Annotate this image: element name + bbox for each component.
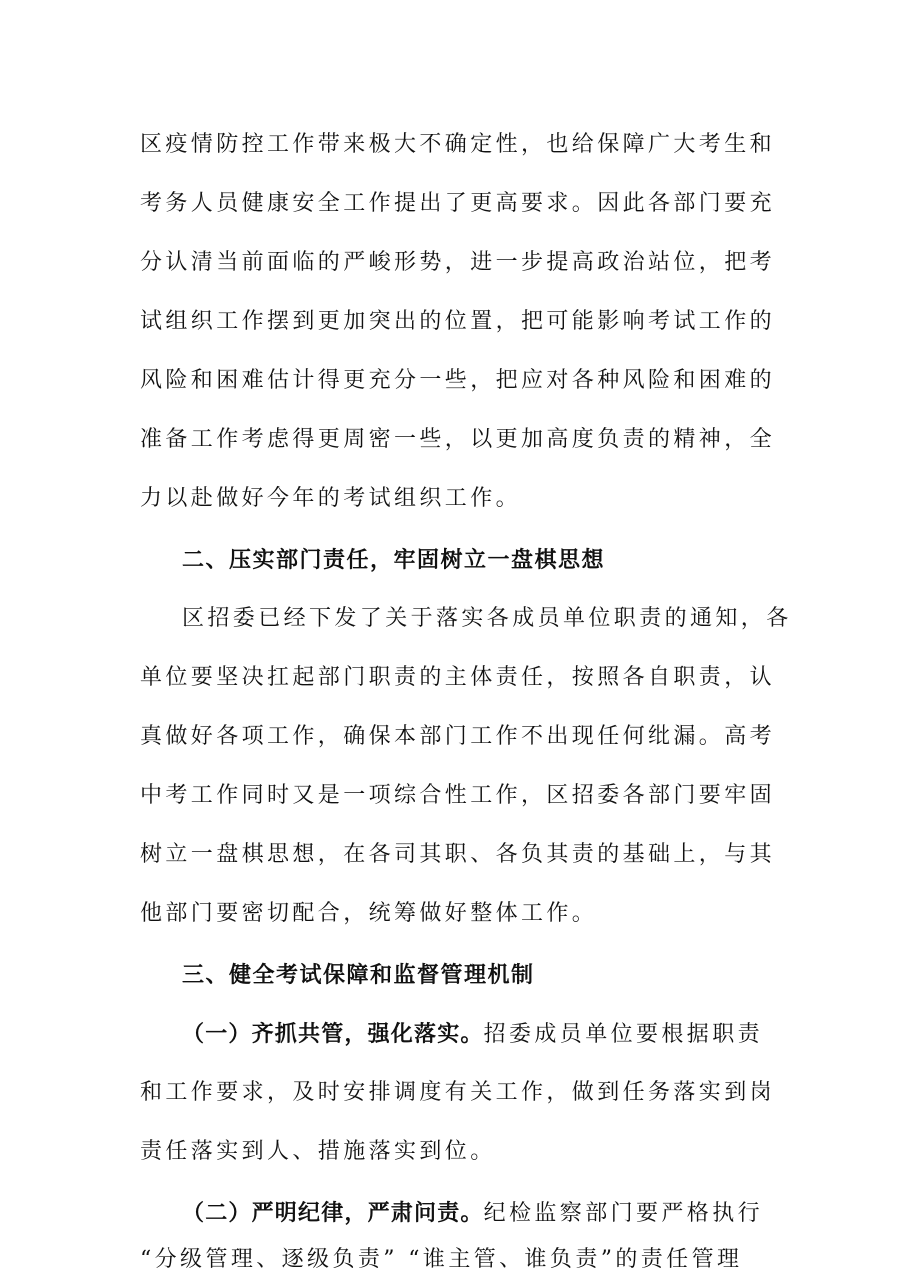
paragraph-1-line-7: 力以赴做好今年的考试组织工作。 (140, 486, 522, 511)
paragraph-2-line-5: 树立一盘棋思想，在各司其职、各负其责的基础上，与其 (140, 842, 776, 867)
section-heading-2: 二、压实部门责任，牢固树立一盘棋思想 (182, 547, 606, 573)
paragraph-2-line-6: 他部门要密切配合，统筹做好整体工作。 (140, 901, 598, 926)
paragraph-4-line-2: “分级管理、逐级负责” “谁主管、谁负责”的责任管理 (140, 1247, 743, 1272)
paragraph-3-line-3: 责任落实到人、措施落实到位。 (140, 1139, 496, 1164)
paragraph-3-line-1 (182, 1014, 772, 1054)
paragraph-1-line-5: 风险和困难估计得更充分一些，把应对各种风险和困难的 (140, 368, 776, 393)
paragraph-4-first-rest: 纪检监察部门要严格执行 (483, 1201, 764, 1226)
paragraph-2-line-1: 区招委已经下发了关于落实各成员单位职责的通知，各 (182, 606, 792, 631)
paragraph-3-first-rest: 招委成员单位要根据职责 (483, 1022, 764, 1047)
paragraph-1-line-4: 试组织工作摆到更加突出的位置，把可能影响考试工作的 (140, 309, 776, 334)
paragraph-1-line-1: 区疫情防控工作带来极大不确定性，也给保障广大考生和 (140, 132, 776, 157)
subsection-lead-1: （一）齐抓共管，强化落实。 (182, 1021, 484, 1047)
paragraph-1-line-6: 准备工作考虑得更周密一些，以更加高度负责的精神，全 (140, 427, 776, 452)
subsection-lead-2: （二）严明纪律，严肃问责。 (182, 1200, 484, 1226)
paragraph-1-line-3: 分认清当前面临的严峻形势，进一步提高政治站位，把考 (140, 250, 776, 275)
paragraph-3-line-2: 和工作要求，及时安排调度有关工作，做到任务落实到岗 (140, 1080, 776, 1105)
paragraph-4-line-1 (182, 1193, 772, 1233)
paragraph-1-line-2: 考务人员健康安全工作提出了更高要求。因此各部门要充 (140, 191, 776, 216)
paragraph-2-line-4: 中考工作同时又是一项综合性工作，区招委各部门要牢固 (140, 783, 776, 808)
paragraph-2-line-3: 真做好各项工作，确保本部门工作不出现任何纰漏。高考 (140, 724, 776, 749)
paragraph-2-line-2: 单位要坚决扛起部门职责的主体责任，按照各自职责，认 (140, 665, 776, 690)
section-heading-3: 三、健全考试保障和监督管理机制 (182, 962, 535, 988)
